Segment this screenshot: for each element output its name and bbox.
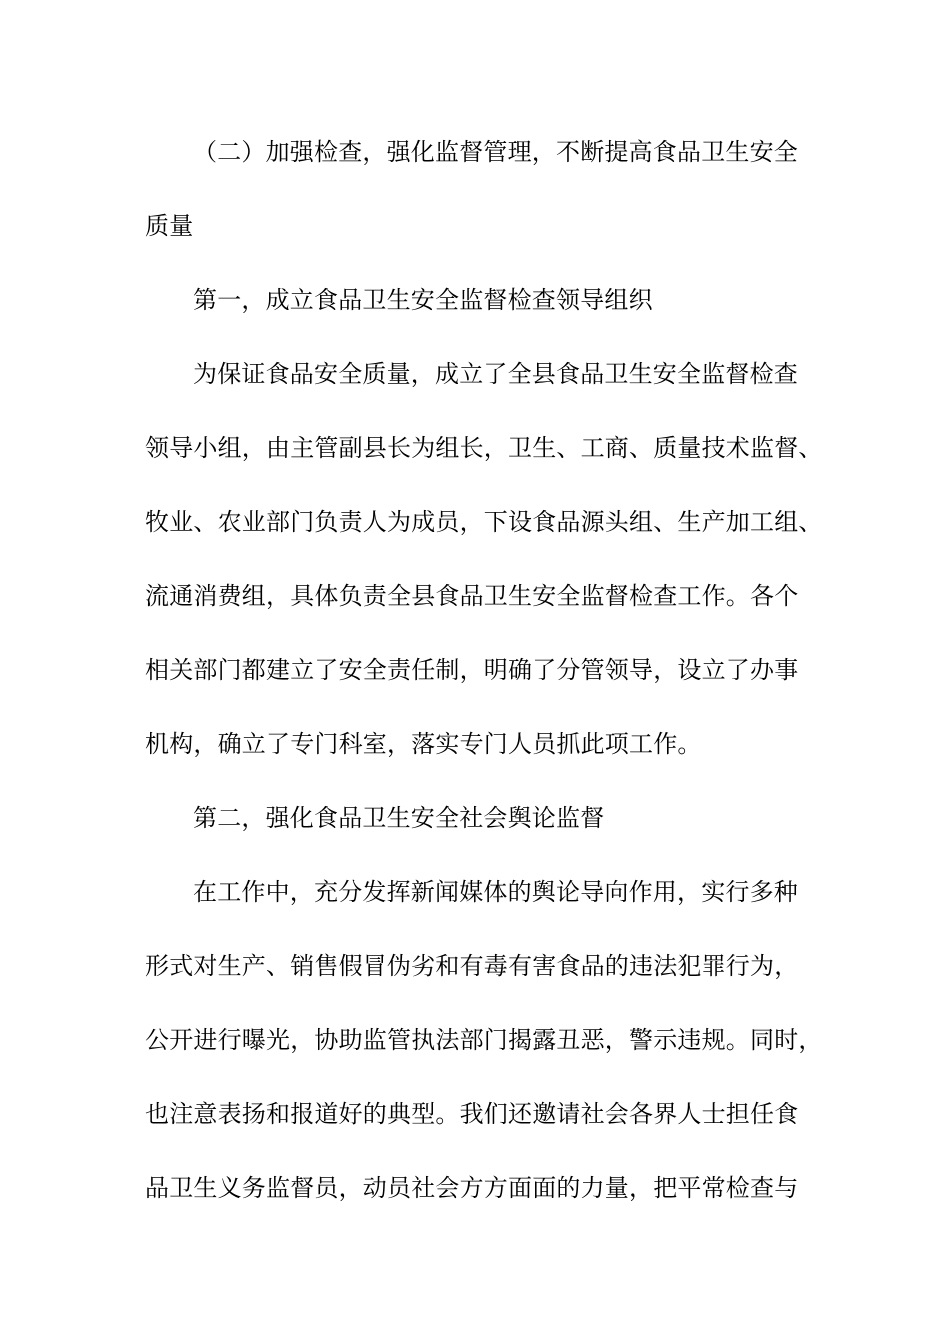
paragraph-1-line-3: 牧业、农业部门负责人为成员，下设食品源头组、生产加工组、 [145, 508, 823, 536]
section-heading-line-2: 质量 [145, 212, 194, 240]
paragraph-2-line-3: 公开进行曝光，协助监管执法部门揭露丑恶，警示违规。同时， [145, 1026, 823, 1054]
paragraph-1-line-1: 为保证食品安全质量，成立了全县食品卫生安全监督检查 [193, 360, 798, 388]
paragraph-2-line-2: 形式对生产、销售假冒伪劣和有毒有害食品的违法犯罪行为， [145, 952, 799, 980]
paragraph-2-line-4: 也注意表扬和报道好的典型。我们还邀请社会各界人士担任食 [145, 1100, 799, 1128]
subheading-second: 第二，强化食品卫生安全社会舆论监督 [193, 804, 605, 832]
paragraph-2-line-5: 品卫生义务监督员，动员社会方方面面的力量，把平常检查与 [145, 1174, 799, 1202]
paragraph-2-line-1: 在工作中，充分发挥新闻媒体的舆论导向作用，实行多种 [193, 878, 798, 906]
paragraph-1-line-6: 机构，确立了专门科室，落实专门人员抓此项工作。 [145, 730, 702, 758]
paragraph-1-line-2: 领导小组，由主管副县长为组长，卫生、工商、质量技术监督、 [145, 434, 823, 462]
paragraph-1-line-5: 相关部门都建立了安全责任制，明确了分管领导，设立了办事 [145, 656, 799, 684]
paragraph-1-line-4: 流通消费组，具体负责全县食品卫生安全监督检查工作。各个 [145, 582, 799, 610]
section-heading-line-1: （二）加强检查，强化监督管理，不断提高食品卫生安全 [193, 138, 798, 166]
subheading-first: 第一，成立食品卫生安全监督检查领导组织 [193, 286, 653, 314]
